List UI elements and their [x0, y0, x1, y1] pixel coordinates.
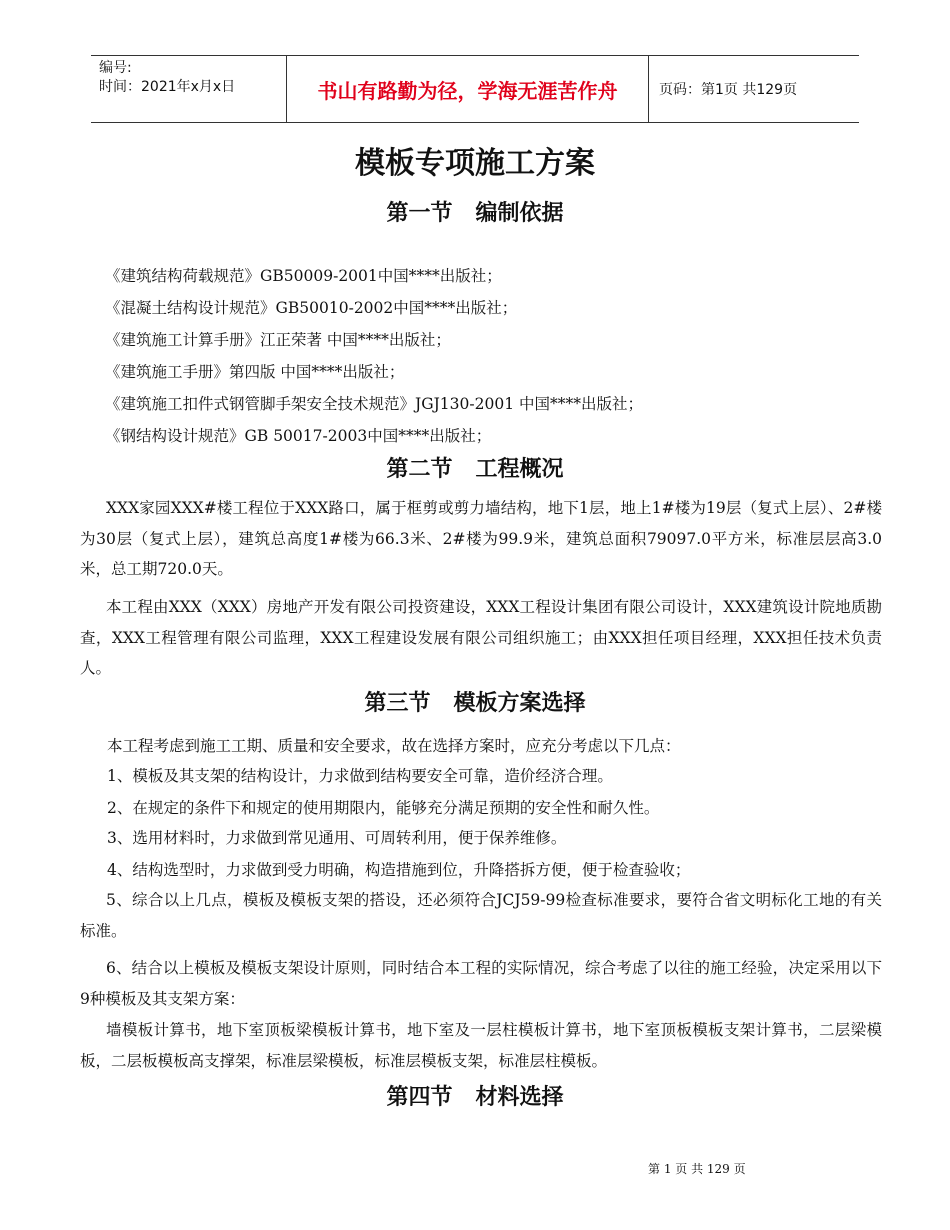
document-title: 模板专项施工方案 — [355, 146, 595, 181]
section-heading-2: 第二节 工程概况 — [386, 457, 564, 482]
time-label: 时间：2021年x月x日 — [99, 79, 236, 95]
scheme-list-paragraph: 墙模板计算书，地下室顶板梁模板计算书，地下室及一层柱模板计算书，地下室顶板模板支架计算书，二层梁模板，二层板模板高支撑架，标准层梁模板，标准层模板支架，标准层柱模板。 — [80, 1021, 882, 1070]
header-meta — [91, 56, 286, 122]
header-motto: 书山有路勤为径，学海无涯苦作舟 — [286, 56, 649, 122]
reference-item: 《建筑施工扣件式钢管脚手架安全技术规范》JGJ130-2001 中国****出版社； — [105, 395, 644, 413]
header-page-info: 页码：第1页 共129页 — [659, 82, 798, 98]
scheme-point-6: 6、结合以上模板及模板支架设计原则，同时结合本工程的实际情况，综合考虑了以往的施工经验，决定采用以下9种模板及其支架方案： — [80, 959, 882, 1008]
document-header — [91, 55, 859, 123]
project-overview-paragraph: XXX家园XXX#楼工程位于XXX路口，属于框剪或剪力墙结构，地下1层，地上1#楼为19层（复式上层）、2#楼为30层（复式上层），建筑总高度1#楼为66.3米、2#楼为99.9米，建筑总面积79097.0平方米，标准层层高3.0米，总工期720.0天。 — [80, 499, 882, 578]
reference-item: 《建筑施工计算手册》江正荣著 中国****出版社； — [105, 331, 451, 349]
section-heading-3: 第三节 模板方案选择 — [364, 691, 586, 716]
scheme-intro: 本工程考虑到施工工期、质量和安全要求，故在选择方案时，应充分考虑以下几点： — [107, 737, 681, 755]
number-label: 编号: — [99, 60, 132, 76]
scheme-point: 1、模板及其支架的结构设计，力求做到结构要安全可靠，造价经济合理。 — [107, 767, 613, 785]
scheme-point: 2、在规定的条件下和规定的使用期限内，能够充分满足预期的安全性和耐久性。 — [107, 799, 660, 817]
section-heading-1: 第一节 编制依据 — [386, 201, 564, 226]
page-footer: 第 1 页 共 129 页 — [648, 1162, 746, 1176]
scheme-point: 4、结构选型时，力求做到受力明确，构造措施到位，升降搭拆方便，便于检查验收； — [107, 861, 691, 879]
reference-item: 《建筑施工手册》第四版 中国****出版社； — [105, 363, 405, 381]
section-heading-4: 第四节 材料选择 — [386, 1085, 564, 1110]
scheme-point: 3、选用材料时，力求做到常见通用、可周转利用，便于保养维修。 — [107, 829, 567, 847]
reference-item: 《钢结构设计规范》GB 50017-2003中国****出版社； — [105, 427, 492, 445]
reference-item: 《混凝土结构设计规范》GB50010-2002中国****出版社； — [105, 299, 518, 317]
reference-item: 《建筑结构荷载规范》GB50009-2001中国****出版社； — [105, 267, 502, 285]
scheme-point-5: 5、综合以上几点，模板及模板支架的搭设，还必须符合JCJ59-99检查标准要求，要符合省文明标化工地的有关标准。 — [80, 891, 882, 940]
project-parties-paragraph: 本工程由XXX（XXX）房地产开发有限公司投资建设，XXX工程设计集团有限公司设计，XXX建筑设计院地质勘查，XXX工程管理有限公司监理，XXX工程建设发展有限公司组织施工；由XXX担任项目经理，XXX担任技术负责人。 — [80, 598, 882, 677]
